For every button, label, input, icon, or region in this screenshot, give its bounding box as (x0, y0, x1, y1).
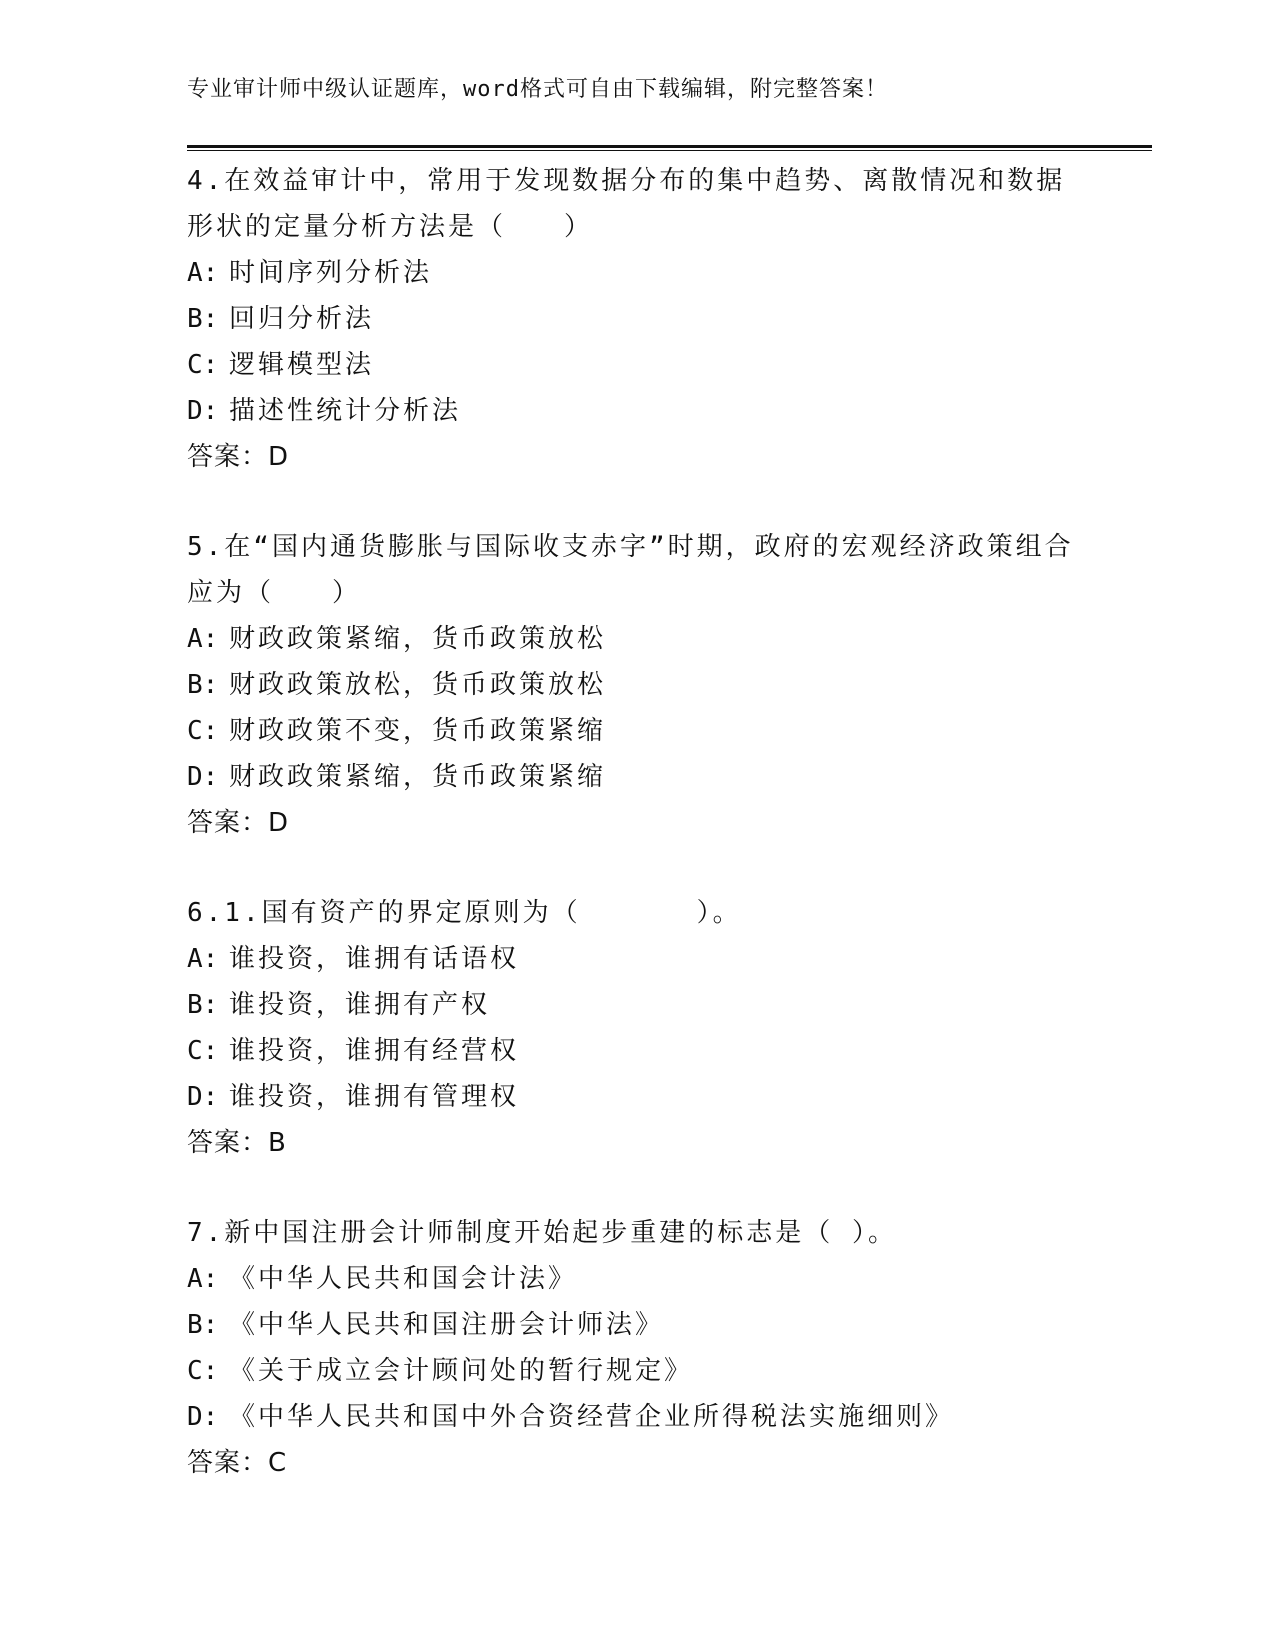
answer-line: 答案：D (187, 442, 290, 472)
answer-line: 答案：D (187, 808, 290, 838)
option-c (187, 1028, 1087, 1074)
option-letter: A: (187, 1264, 219, 1294)
option-letter: D: (187, 1082, 219, 1112)
option-b (187, 982, 1087, 1028)
document-header: 专业审计师中级认证题库，word格式可自由下载编辑，附完整答案！ (187, 77, 888, 102)
option-b (187, 296, 1087, 342)
option-text: 财政政策放松，货币政策放松 (229, 670, 607, 700)
question-7 (187, 1210, 1087, 1486)
question-stem: 7.新中国注册会计师制度开始起步重建的标志是（ ）。 (187, 1218, 897, 1248)
header-divider (187, 145, 1152, 151)
spacer (187, 846, 1087, 890)
option-d (187, 388, 1087, 434)
option-text: 财政政策紧缩，货币政策紧缩 (229, 762, 607, 792)
question-4 (187, 158, 1087, 480)
option-letter: D: (187, 396, 219, 426)
option-letter: D: (187, 1402, 219, 1432)
option-letter: C: (187, 350, 219, 380)
question-6 (187, 890, 1087, 1166)
answer-line: 答案：C (187, 1448, 288, 1478)
question-stem: 6.1.国有资产的界定原则为（ ）。 (187, 898, 742, 928)
question-list (187, 158, 1087, 1486)
option-a (187, 616, 1087, 662)
spacer (187, 480, 1087, 524)
option-c (187, 1348, 1087, 1394)
option-b (187, 662, 1087, 708)
option-letter: C: (187, 1356, 219, 1386)
divider-thin-line (187, 150, 1152, 151)
option-text: 谁投资，谁拥有管理权 (229, 1082, 520, 1112)
option-d (187, 1394, 1087, 1440)
question-5 (187, 524, 1087, 846)
option-text: 谁投资，谁拥有话语权 (229, 944, 520, 974)
divider-thick-line (187, 145, 1152, 148)
option-d (187, 1074, 1087, 1120)
answer-line: 答案：B (187, 1128, 287, 1158)
option-b (187, 1302, 1087, 1348)
option-letter: A: (187, 944, 219, 974)
option-text: 《关于成立会计顾问处的暂行规定》 (229, 1356, 694, 1386)
option-letter: B: (187, 304, 219, 334)
option-c (187, 342, 1087, 388)
option-letter: A: (187, 624, 219, 654)
option-d (187, 754, 1087, 800)
option-text: 《中华人民共和国会计法》 (229, 1264, 578, 1294)
option-a (187, 936, 1087, 982)
option-letter: B: (187, 1310, 219, 1340)
option-letter: B: (187, 670, 219, 700)
option-text: 回归分析法 (229, 304, 375, 334)
option-a (187, 1256, 1087, 1302)
option-letter: C: (187, 1036, 219, 1066)
question-stem: 4.在效益审计中，常用于发现数据分布的集中趋势、离散情况和数据形状的定量分析方法是（ ） (187, 166, 1066, 242)
option-letter: D: (187, 762, 219, 792)
option-text: 描述性统计分析法 (229, 396, 462, 426)
option-text: 财政政策紧缩，货币政策放松 (229, 624, 607, 654)
spacer (187, 1166, 1087, 1210)
option-letter: B: (187, 990, 219, 1020)
option-text: 时间序列分析法 (229, 258, 433, 288)
option-text: 谁投资，谁拥有产权 (229, 990, 491, 1020)
option-text: 逻辑模型法 (229, 350, 375, 380)
question-stem: 5.在“国内通货膨胀与国际收支赤字”时期，政府的宏观经济政策组合应为（ ） (187, 532, 1074, 608)
option-c (187, 708, 1087, 754)
option-a (187, 250, 1087, 296)
option-letter: C: (187, 716, 219, 746)
option-text: 财政政策不变，货币政策紧缩 (229, 716, 607, 746)
option-letter: A: (187, 258, 219, 288)
option-text: 《中华人民共和国注册会计师法》 (229, 1310, 665, 1340)
option-text: 《中华人民共和国中外合资经营企业所得税法实施细则》 (229, 1402, 955, 1432)
option-text: 谁投资，谁拥有经营权 (229, 1036, 520, 1066)
